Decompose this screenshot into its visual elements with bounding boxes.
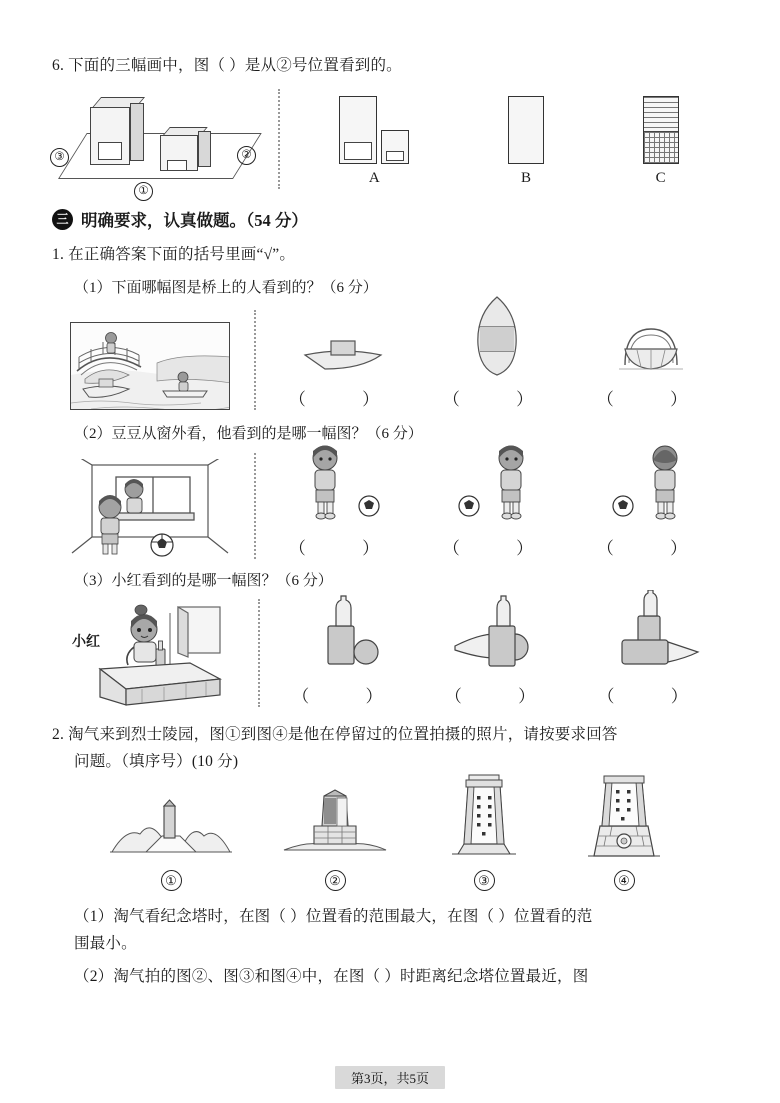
child-at-window	[125, 479, 143, 513]
q6-scene-two-buildings	[52, 97, 252, 197]
table	[100, 663, 220, 705]
q1-sub1-text: （1）下面哪幅图是桥上的人看到的？（6 分）	[74, 280, 378, 297]
divider	[258, 599, 260, 707]
soccer-ball	[359, 496, 379, 516]
question-6-figures	[52, 89, 728, 197]
soccer-ball	[459, 496, 479, 516]
child-front	[499, 446, 523, 520]
section-marker: 三	[52, 209, 73, 230]
wall-and-door	[170, 607, 220, 665]
section-heading	[52, 207, 728, 231]
bottle-upright-funnel-left[interactable]	[437, 590, 561, 707]
question-1-text: 1. 在正确答案下面的括号里画“√”。	[52, 246, 296, 264]
answer-paren[interactable]: （ ）	[442, 539, 560, 559]
q6-option-c-label: C	[655, 170, 666, 187]
boat-top-view[interactable]	[435, 295, 559, 410]
question-6-text: 6. 下面的三幅画中，图（ ）是从②号位置看到的。	[52, 57, 402, 74]
page-footer	[0, 1066, 780, 1089]
girl	[127, 605, 157, 665]
photo-caption: ②	[325, 870, 346, 891]
q1-sub2-options	[266, 442, 728, 559]
position-label-1: ①	[134, 179, 153, 201]
q6-option-a-label: A	[368, 170, 380, 187]
soccer-ball	[151, 534, 173, 556]
monument-mid-distance[interactable]	[280, 788, 390, 891]
answer-paren[interactable]: （ ）	[444, 686, 562, 706]
answer-paren[interactable]: （ ）	[597, 686, 714, 706]
child-front	[313, 446, 337, 520]
bridge-river-scene	[70, 322, 230, 410]
bottle-lying-funnel-right[interactable]	[590, 590, 714, 707]
q6-option-c[interactable]	[643, 88, 679, 187]
position-label-2: ②	[237, 143, 256, 165]
divider	[254, 310, 256, 410]
answer-paren[interactable]: （ ）	[292, 686, 409, 706]
q1-sub2-text: （2）豆豆从窗外看，他看到的是哪一幅图？（6 分）	[74, 425, 423, 442]
page-number: 第3页，共5页	[335, 1066, 445, 1089]
q6-option-b-label: B	[520, 170, 531, 187]
bottle-upright-with-ball[interactable]	[284, 590, 408, 707]
boat-side-view[interactable]	[281, 327, 405, 410]
q2-sub1-line2: 围最小。	[74, 935, 137, 953]
room-window-scene	[70, 459, 230, 559]
child-front-ball-left[interactable]	[435, 442, 559, 559]
answer-paren[interactable]: （ ）	[288, 389, 406, 409]
q1-sub3-options	[270, 590, 728, 707]
photo-caption: ④	[614, 870, 635, 891]
question-2-line1: 2. 淘气来到烈士陵园，图①到图④是他在停留过的位置拍摄的照片，请按要求回答	[52, 725, 618, 743]
position-label-3: ③	[50, 145, 69, 167]
boat-front-view[interactable]	[589, 321, 713, 410]
section-title: 明确要求，认真做题。（54 分）	[81, 211, 308, 231]
answer-paren[interactable]: （ ）	[596, 539, 714, 559]
divider	[254, 453, 256, 559]
answer-paren[interactable]: （ ）	[442, 389, 560, 409]
question-2-line2: 问题。（填序号）(10 分)	[74, 752, 239, 770]
answer-paren[interactable]: （ ）	[596, 389, 714, 409]
q1-sub1-options	[266, 295, 728, 410]
q2-photos	[52, 787, 728, 891]
q1-sub2-figures	[52, 453, 728, 559]
monument-closest[interactable]	[578, 772, 670, 891]
child-back	[653, 446, 677, 519]
q2-sub2-line1: （2）淘气拍的图②、图③和图④中，在图（ ）时距离纪念塔位置最近，图	[74, 968, 589, 986]
q1-sub1-figures	[52, 310, 728, 410]
monument-far-with-mountains[interactable]	[110, 788, 232, 891]
short-building	[160, 127, 216, 171]
q6-options	[290, 88, 728, 189]
child-front-ball-right[interactable]	[281, 442, 405, 559]
divider	[278, 89, 280, 189]
photo-caption: ③	[474, 870, 495, 891]
q1-sub3-figures	[52, 599, 728, 707]
photo-caption: ①	[161, 870, 182, 891]
girl-table-bottle-scene	[70, 603, 250, 707]
answer-paren[interactable]: （ ）	[288, 539, 406, 559]
q6-option-a[interactable]	[339, 88, 409, 187]
tall-building	[90, 97, 152, 165]
monument-closer[interactable]	[438, 772, 530, 891]
q2-sub1-line1: （1）淘气看纪念塔时，在图（ ）位置看的范围最大，在图（ ）位置看的范	[74, 908, 593, 925]
scene-label-xiaohong: 小红	[72, 634, 100, 650]
soccer-ball	[613, 496, 633, 516]
q6-option-b[interactable]	[508, 88, 544, 187]
child-in-room	[99, 495, 121, 554]
q1-sub3-text: （3）小红看到的是哪一幅图？（6 分）	[74, 573, 333, 590]
child-back-ball-left[interactable]	[589, 442, 713, 559]
